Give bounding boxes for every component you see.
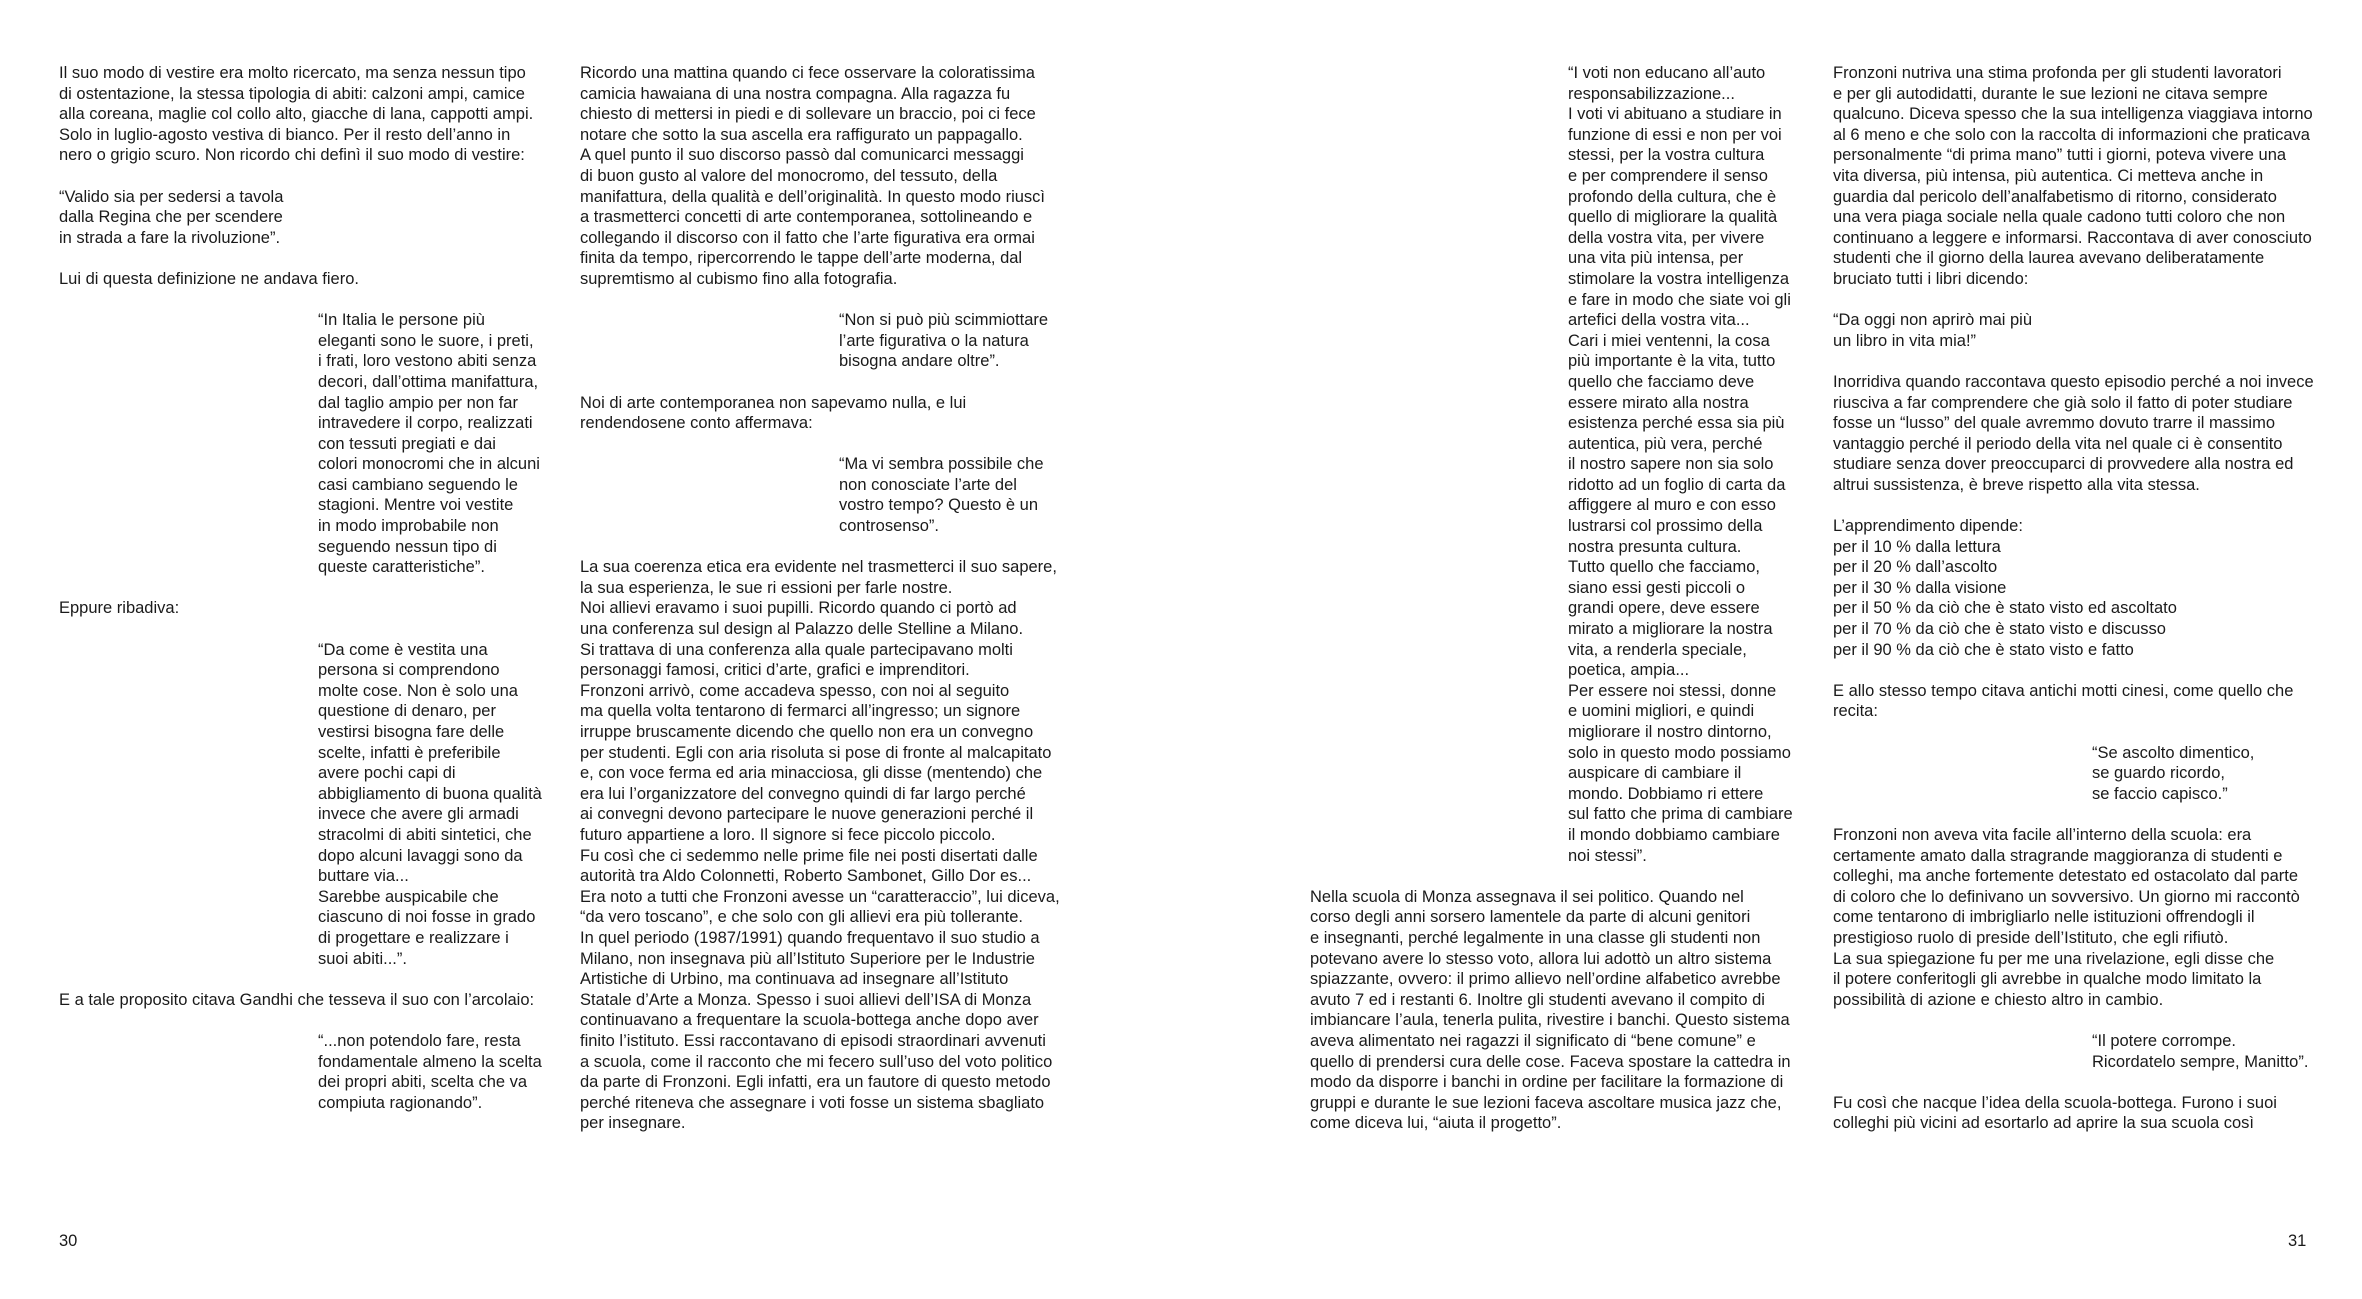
right-page-column-1 bbox=[1310, 63, 1830, 1154]
paragraph: Lui di questa definizione ne andava fiero. bbox=[59, 269, 359, 288]
paragraph: Il suo modo di vestire era molto ricercato, ma senza nessun tipo di ostentazione, la stessa tipologia di abiti: calzoni ampi, camice alla coreana, maglie col collo alto, giacche di lana, cappotti ampi. Solo in luglio-agosto vestiva di bianco. Per il resto dell’anno in nero o grigio scuro. Non ricordo chi definì il suo modo di vestire: bbox=[59, 64, 534, 165]
paragraph: Noi di arte contemporanea non sapevamo nulla, e lui rendendosene conto affermava: bbox=[580, 393, 967, 433]
quote: “In Italia le persone più eleganti sono le suore, i preti, i frati, loro vestono abiti senza decori, dall’ottima manifattura, dal taglio ampio per non far intravedere il corpo, realizzati con tessuti pregiati e dai colori monocromi che in alcuni casi cambiano seguendo le stagioni. Mentre voi vestite in modo improbabile non seguendo nessun tipo di queste caratteristiche”. bbox=[318, 311, 540, 577]
page-number-left: 30 bbox=[59, 1232, 78, 1250]
paragraph: La sua coerenza etica era evidente nel trasmetterci il suo sapere, la sua esperienza, le sue ri essioni per farle nostre. Noi allievi eravamo i suoi pupilli. Ricordo quando ci portò ad una conferenza sul design al Palazzo delle Stelline a Milano. Si trattava di una conferenza alla quale partecipavano molti personaggi famosi, critici d’arte, grafici e imprenditori. Fronzoni arrivò, come accadeva spesso, con noi al seguito ma quella volta tentarono di fermarci all’ingresso; un signore irruppe bruscamente dicendo che quello non era un convegno per studenti. Egli con aria risoluta si pose di fronte al malcapitato e, con voce ferma ed aria minacciosa, gli disse (mentendo) che era lui l’organizzatore del convegno quindi di far largo perché ai convegni devono partecipare le nuove generazioni perché il futuro appartiene a loro. Il signore si fece piccolo piccolo. Fu così che ci sedemmo nelle prime file nei posti disertati dalle autorità tra Aldo Colonnetti, Roberto Sambonet, Gillo Dor es... Era noto a tutti che Fronzoni avesse un “caratteraccio”, lui diceva, “da vero toscano”, e che solo con gli allievi era più tollerante. In quel periodo (1987/1991) quando frequentavo il suo studio a Milano, non insegnava più all’Istituto Superiore per le Industrie Artistiche di Urbino, ma continuava ad insegnare all’Istituto Statale d’Arte a Monza. Spesso i suoi allievi dell’ISA di Monza continuavano a frequentare la scuola-bottega anche dopo aver finito l’istituto. Essi raccontavano di episodi straordinari avvenuti a scuola, come il racconto che mi fecero sull’uso del voto politico da parte di Fronzoni. Egli infatti, era un fautore di questo metodo perché riteneva che assegnare i voti fosse un sistema sbagliato per insegnare. bbox=[580, 558, 1060, 1133]
paragraph: Nella scuola di Monza assegnava il sei politico. Quando nel corso degli anni sorsero lamentele da parte di alcuni genitori e insegnanti, perché legalmente in una classe gli studenti non potevano avere lo stesso voto, allora lui adottò un altro sistema spiazzante, ovvero: il primo allievo nell’ordine alfabetico avrebbe avuto 7 ed i restanti 6. Inoltre gli studenti avevano il compito di imbiancare l’aula, tenerla pulita, rivestire i banchi. Questo sistema aveva alimentato nei ragazzi il significato di “bene comune” e quello di prendersi cura delle cose. Faceva spostare la cattedra in modo da disporre i banchi in ordine per facilitare la formazione di gruppi e durante le sue lezioni faceva ascoltare musica jazz che, come diceva lui, “aiuta il progetto”. bbox=[1310, 887, 1791, 1133]
quote: “Se ascolto dimentico, se guardo ricordo, se faccio capisco.” bbox=[2092, 743, 2255, 803]
quote: “Da come è vestita una persona si comprendono molte cose. Non è solo una questione di denaro, per vestirsi bisogna fare delle scelte, infatti è preferibile avere pochi capi di abbigliamento di buona qualità invece che avere gli armadi stracolmi di abiti sintetici, che dopo alcuni lavaggi sono da buttare via... Sarebbe auspicabile che ciascuno di noi fosse in grado di progettare e realizzare i suoi abiti...”. bbox=[318, 640, 542, 968]
right-page-column-2 bbox=[1833, 63, 2323, 1154]
quote: “Ma vi sembra possibile che non conosciate l’arte del vostro tempo? Questo è un controsenso”. bbox=[839, 455, 1044, 536]
quote: “Valido sia per sedersi a tavola dalla Regina che per scendere in strada a fare la rivoluzione”. bbox=[59, 187, 284, 247]
quote: “I voti non educano all’auto responsabilizzazione... I voti vi abituano a studiare in funzione di essi e non per voi stessi, per la vostra cultura e per comprendere il senso profondo della cultura, che è quello di migliorare la qualità della vostra vita, per vivere una vita più intensa, per stimolare la vostra intelligenza e fare in modo che siate voi gli artefici della vostra vita... Cari i miei ventenni, la cosa più importante è la vita, tutto quello che facciamo deve essere mirato alla nostra esistenza perché essa sia più autentica, più vera, perché il nostro sapere non sia solo ridotto ad un foglio di carta da affiggere al muro e con esso lustrarsi col prossimo della nostra presunta cultura. Tutto quello che facciamo, siano essi gesti piccoli o grandi opere, deve essere mirato a migliorare la nostra vita, a renderla speciale, poetica, ampia... Per essere noi stessi, donne e uomini migliori, e quindi migliorare il nostro dintorno, solo in questo modo possiamo auspicare di cambiare il mondo. Dobbiamo ri ettere sul fatto che prima di cambiare il mondo dobbiamo cambiare noi stessi”. bbox=[1568, 64, 1793, 865]
paragraph: Fronzoni non aveva vita facile all’interno della scuola: era certamente amato dalla stragrande maggioranza di studenti e colleghi, ma anche fortemente detestato ed ostacolato dal parte di coloro che lo definivano un sovversivo. Un giorno mi raccontò come tentarono di imbrigliarlo nelle istituzioni offrendogli il prestigioso ruolo di preside dell’Istituto, che egli rifiutò. La sua spiegazione fu per me una rivelazione, egli disse che il potere conferitogli gli avrebbe in qualche modo limitato la possibilità di azione e chiesto altro in cambio. bbox=[1833, 825, 2300, 1009]
left-page-column-1 bbox=[59, 63, 549, 1134]
paragraph: Ricordo una mattina quando ci fece osservare la coloratissima camicia hawaiana di una nostra compagna. Alla ragazza fu chiesto di mettersi in piedi e di sollevare un braccio, poi ci fece notare che sotto la sua ascella era raffigurato un pappagallo. A quel punto il suo discorso passò dal comunicarci messaggi di buon gusto al valore del monocromo, del tessuto, della manifattura, della qualità e dell’originalità. In questo modo riuscì a trasmetterci concetti di arte contemporanea, sottolineando e collegando il discorso con il fatto che l’arte figurativa era ormai finita da tempo, ripercorrendo le tappe dell’arte moderna, dal supremtismo al cubismo fino alla fotografia. bbox=[580, 64, 1046, 288]
quote: “Non si può più scimmiottare l’arte figurativa o la natura bisogna andare oltre”. bbox=[839, 311, 1049, 371]
left-page-column-2 bbox=[580, 63, 1080, 1154]
paragraph: Fu così che nacque l’idea della scuola-bottega. Furono i suoi colleghi più vicini ad esortarlo ad aprire la sua scuola così bbox=[1833, 1093, 2277, 1133]
paragraph: E a tale proposito citava Gandhi che tesseva il suo con l’arcolaio: bbox=[59, 990, 535, 1009]
quote: “Da oggi non aprirò mai più un libro in vita mia!” bbox=[1833, 311, 2033, 350]
quote: “...non potendolo fare, resta fondamentale almeno la scelta dei propri abiti, scelta che va compiuta ragionando”. bbox=[318, 1031, 542, 1112]
quote: “Il potere corrompe. Ricordatelo sempre, Manitto”. bbox=[2092, 1031, 2309, 1071]
page-number-right: 31 bbox=[2288, 1232, 2307, 1250]
paragraph: E allo stesso tempo citava antichi motti cinesi, come quello che recita: bbox=[1833, 681, 2294, 721]
paragraph: Inorridiva quando raccontava questo episodio perché a noi invece riusciva a far comprendere che già solo il fatto di poter studiare fosse un “lusso” del quale avremmo dovuto trarre il massimo vantaggio perché il periodo della vita nel quale ci è consentito studiare senza dover preoccuparci di provvedere alla nostra ed altrui sussistenza, è breve rispetto alla vita stessa. bbox=[1833, 372, 2314, 494]
paragraph: L’apprendimento dipende: per il 10 % dalla lettura per il 20 % dall’ascolto per il 30 % dalla visione per il 50 % da ciò che è stato visto ed ascoltato per il 70 % da ciò che è stato visto e discusso per il 90 % da ciò che è stato visto e fatto bbox=[1833, 517, 2177, 659]
paragraph: Eppure ribadiva: bbox=[59, 599, 180, 618]
paragraph: Fronzoni nutriva una stima profonda per gli studenti lavoratori e per gli autodidatti, durante le sue lezioni ne citava sempre qualcuno. Diceva spesso che la sua intelligenza viaggiava intorno al 6 meno e che solo con la raccolta di informazioni che praticava personalmente “di prima mano” tutti i giorni, poteva vivere una vita diversa, più intensa, più autentica. Ci metteva anche in guardia dal pericolo dell’analfabetismo di ritorno, considerato una vera piaga sociale nella quale cadono tutti coloro che non continuano a leggere e informarsi. Raccontava di aver conosciuto studenti che il giorno della laurea avevano deliberatamente bruciato tutti i libri dicendo: bbox=[1833, 64, 2313, 288]
